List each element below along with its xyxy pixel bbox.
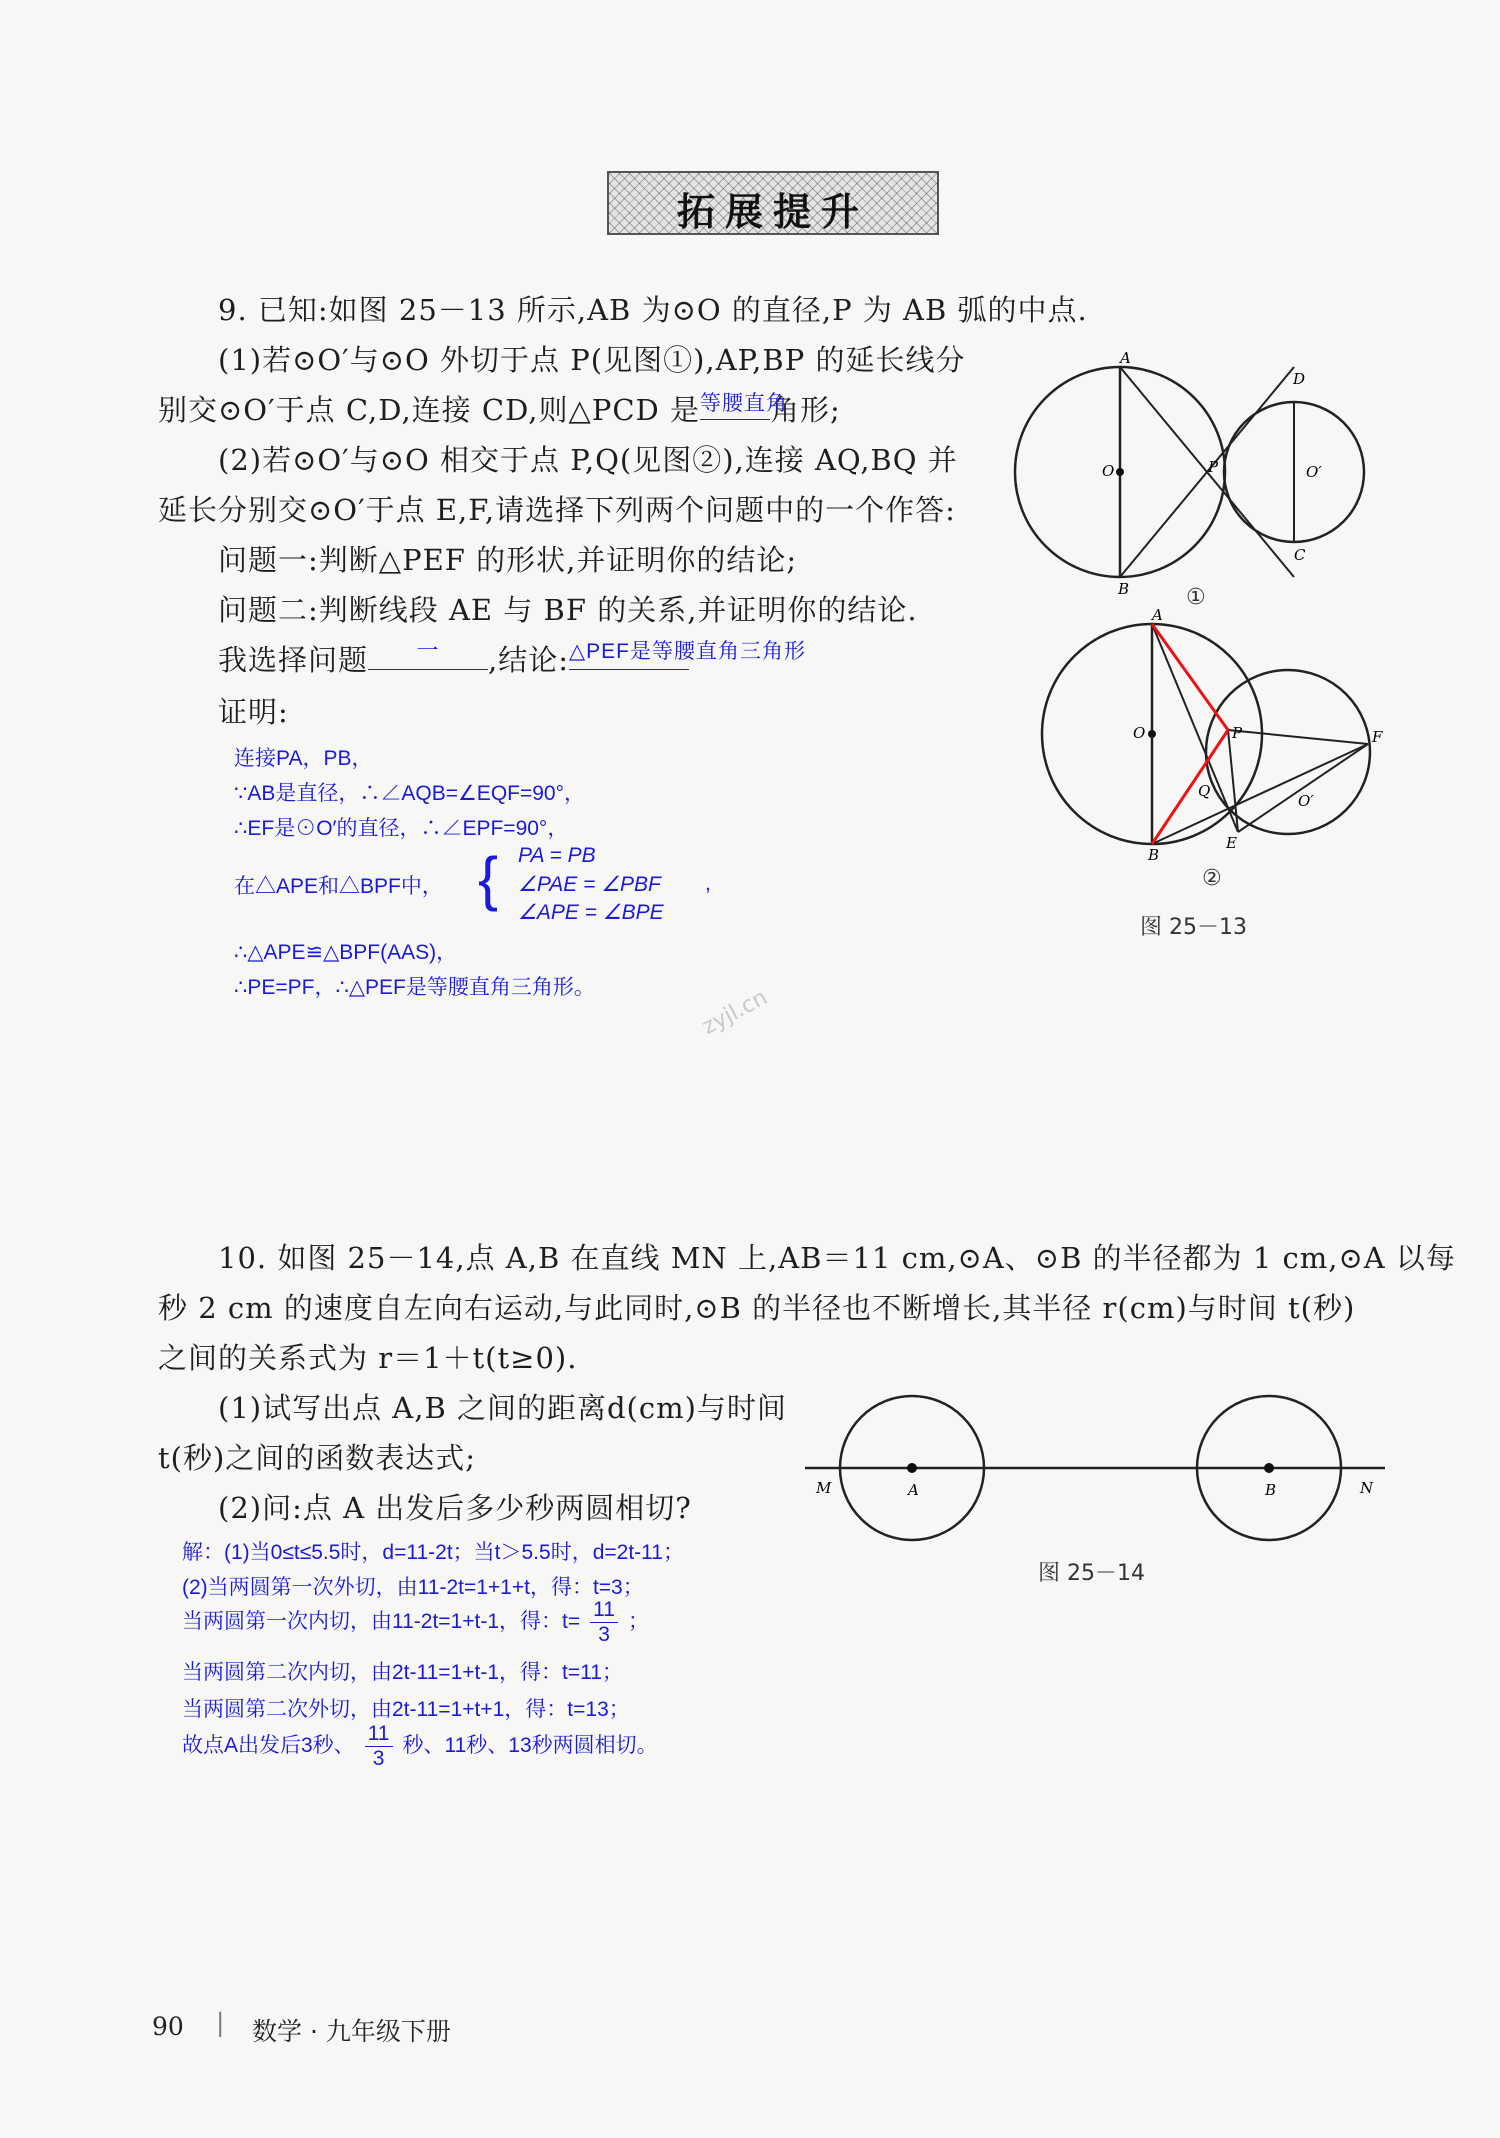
proof-system-1: PA = PB — [518, 844, 596, 867]
fraction-11-3-b — [365, 1722, 393, 1771]
line-pe — [1228, 730, 1238, 832]
fig3-label-m: M — [816, 1479, 832, 1497]
footer-book-title: 数学 · 九年级下册 — [252, 2017, 451, 2046]
fig2-label-q: Q — [1198, 782, 1211, 800]
section-title: 拓展提升 — [676, 190, 869, 234]
fig2-label-o: O — [1133, 724, 1146, 742]
q9-part2-line2: 延长分别交⊙O′于点 E,F,请选择下列两个问题中的一个作答: — [158, 493, 956, 527]
q9-proof-label: 证明: — [218, 695, 289, 729]
q9-choose-answer: 一 — [416, 638, 440, 663]
figure-25-13-2 — [1030, 606, 1390, 864]
center-o-dot-2 — [1148, 730, 1156, 738]
fig2-label-a: A — [1152, 606, 1163, 624]
q10-part2: (2)问:点 A 出发后多少秒两圆相切? — [218, 1491, 692, 1525]
fraction-b-numerator: 11 — [365, 1722, 393, 1747]
fraction-a-denominator: 3 — [598, 1623, 610, 1646]
proof-line-6: ∴PE=PF，∴△PEF是等腰直角三角形。 — [234, 976, 595, 999]
q9-problem1: 问题一:判断△PEF 的形状,并证明你的结论; — [218, 543, 798, 577]
figure-25-14 — [800, 1385, 1390, 1575]
line-pf — [1228, 730, 1368, 744]
solution-line-5: 当两圆第二次外切，由2t-11=1+t+1，得：t=13； — [182, 1698, 630, 1721]
proof-system-2: ∠PAE = ∠PBF — [518, 873, 661, 896]
proof-system-3: ∠APE = ∠BPE — [518, 901, 664, 924]
q9-choose-line — [218, 638, 807, 679]
solution-line-6-end: 秒、11秒、13秒两圆相切。 — [402, 1734, 658, 1758]
proof-line-5: ∴△APE≌△BPF(AAS)， — [234, 941, 458, 964]
q10-line1: 10. 如图 25－14,点 A,B 在直线 MN 上,AB＝11 cm,⊙A、⊙B 的半径都为 1 cm,⊙A 以每 — [218, 1241, 1456, 1275]
fig3-label-b: B — [1265, 1481, 1277, 1499]
solution-line-6-text: 故点A出发后3秒、 — [182, 1734, 355, 1758]
fraction-11-3-a — [590, 1598, 618, 1647]
point-a-dot — [907, 1463, 917, 1473]
center-o-dot — [1116, 468, 1124, 476]
fig1-label-d: D — [1293, 370, 1306, 388]
q10-part1-line2: t(秒)之间的函数表达式; — [158, 1441, 477, 1475]
proof-line-1: 连接PA，PB， — [234, 747, 373, 770]
solution-line-3 — [182, 1598, 649, 1647]
fig1-number: ① — [1186, 585, 1206, 610]
fig1-label-c: C — [1294, 546, 1306, 564]
proof-system-comma: , — [705, 872, 711, 895]
q9-part1-line2 — [158, 388, 841, 429]
footer-separator: | — [216, 2008, 225, 2037]
fig3-label-a: A — [908, 1481, 919, 1499]
fig-25-13-caption: 图 25－13 — [1140, 915, 1247, 940]
fig3-label-n: N — [1360, 1479, 1374, 1497]
q9-part2-line1: (2)若⊙O′与⊙O 相交于点 P,Q(见图②),连接 AQ,BQ 并 — [218, 443, 958, 477]
fig2-label-b: B — [1148, 846, 1160, 864]
q9-conclusion-label: ,结论: — [488, 643, 570, 677]
watermark: zyjl.cn — [698, 985, 772, 1040]
q9-stem: 9. 已知:如图 25－13 所示,AB 为⊙O 的直径,P 为 AB 弧的中点. — [218, 293, 1088, 327]
fig-25-14-caption: 图 25－14 — [1038, 1561, 1145, 1586]
proof-line-3: ∴EF是⊙O′的直径，∴∠EPF=90°， — [234, 817, 569, 840]
figure-25-13-1 — [1010, 348, 1390, 598]
fig1-label-p: P — [1208, 458, 1219, 476]
q9-choose-label: 我选择问题 — [218, 643, 369, 677]
q9-problem2: 问题二:判断线段 AE 与 BF 的关系,并证明你的结论. — [218, 593, 918, 627]
solution-line-6 — [182, 1722, 658, 1771]
fig1-label-a: A — [1120, 349, 1131, 367]
q10-line3: 之间的关系式为 r＝1＋t(t≥0). — [158, 1341, 578, 1375]
proof-brace: { — [478, 845, 499, 912]
solution-line-1: 解：(1)当0≤t≤5.5时，d=11-2t；当t＞5.5时，d=2t-11； — [182, 1541, 684, 1564]
line-ef — [1238, 744, 1368, 832]
q9-conclusion-answer: △PEF是等腰直角三角形 — [569, 640, 807, 663]
fig1-label-o-prime: O′ — [1306, 463, 1322, 481]
q9-part1-blank — [700, 392, 789, 420]
solution-line-3-end: ； — [627, 1610, 649, 1634]
solution-line-4: 当两圆第二次内切，由2t-11=1+t-1，得：t=11； — [182, 1661, 623, 1684]
solution-line-3-text: 当两圆第一次内切，由11-2t=1+t-1，得：t= — [182, 1610, 581, 1634]
fig2-label-e: E — [1226, 834, 1237, 852]
q10-part1-line1: (1)试写出点 A,B 之间的距离d(cm)与时间 — [218, 1391, 787, 1425]
fig1-label-o: O — [1102, 462, 1115, 480]
fig2-label-o-prime: O′ — [1298, 792, 1314, 810]
fig2-label-p: P — [1232, 724, 1243, 742]
section-title-box — [607, 171, 939, 235]
q9-choose-blank — [368, 638, 488, 670]
fig2-label-f: F — [1372, 728, 1383, 746]
q10-line2: 秒 2 cm 的速度自左向右运动,与此同时,⊙B 的半径也不断增长,其半径 r(cm)与时间 t(秒) — [158, 1291, 1356, 1325]
proof-line-2: ∵AB是直径，∴∠AQB=∠EQF=90°， — [234, 782, 586, 805]
fig1-label-b: B — [1118, 580, 1130, 598]
q9-part1-answer: 等腰直角 — [700, 392, 789, 415]
point-b-dot — [1264, 1463, 1274, 1473]
q9-part1-line1: (1)若⊙O′与⊙O 外切于点 P(见图①),AP,BP 的延长线分 — [218, 343, 966, 377]
fraction-a-numerator: 11 — [590, 1598, 618, 1623]
solution-line-2: (2)当两圆第一次外切，由11-2t=1+1+t，得：t=3； — [182, 1576, 644, 1599]
fraction-b-denominator: 3 — [372, 1747, 385, 1770]
fig2-number: ② — [1202, 866, 1222, 891]
q9-part1-line2-text: 别交⊙O′于点 C,D,连接 CD,则△PCD 是 — [158, 393, 701, 427]
proof-line-4: 在△APE和△BPF中， — [234, 875, 443, 898]
q9-part1-line2-end: 角形; — [770, 393, 841, 427]
page-number: 90 — [152, 2012, 184, 2041]
q9-conclusion-blank — [569, 640, 807, 670]
